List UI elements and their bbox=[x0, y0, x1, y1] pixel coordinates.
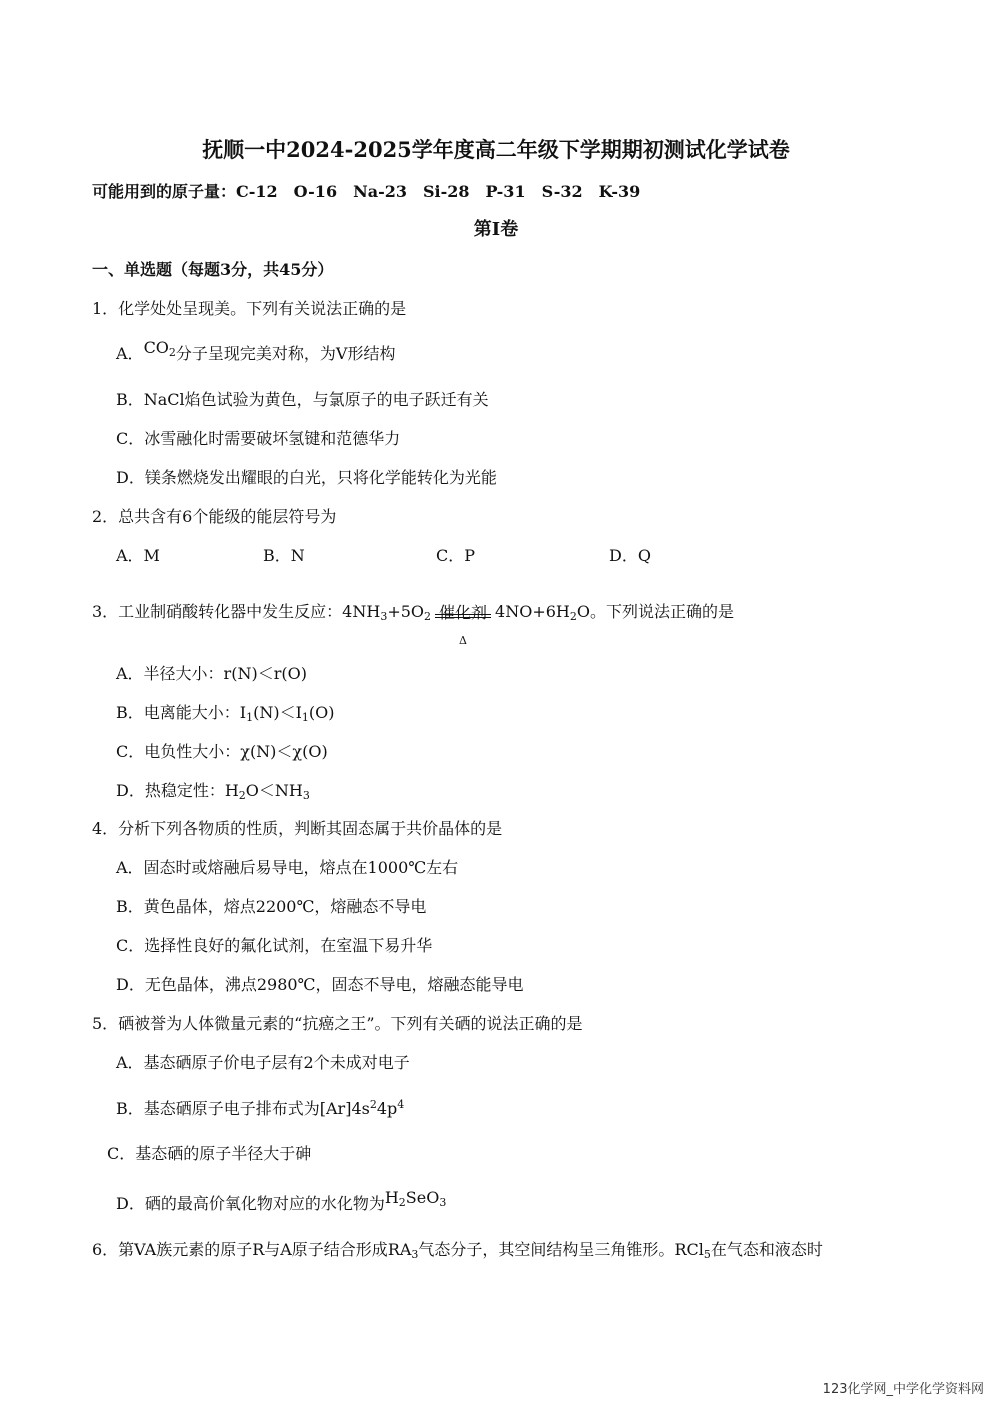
atomic-masses: 可能用到的原子量：C-12 O-16 Na-23 Si-28 P-31 S-32 K-39 bbox=[92, 182, 641, 201]
q4-stem: 4．分析下列各物质的性质，判断其固态属于共价晶体的是 bbox=[92, 819, 503, 838]
q2-option-a: A．M bbox=[116, 546, 160, 565]
q6-stem: 6．第VA族元素的原子R与A原子结合形成$RA_3$气态分子，其空间结构呈三角锥形。RCl$_5$在气态和液态时 bbox=[92, 1240, 823, 1261]
q4-option-c: C．选择性良好的氟化试剂，在室温下易升华 bbox=[116, 936, 433, 955]
q1-option-d: D．镁条燃烧发出耀眼的白光，只将化学能转化为光能 bbox=[116, 468, 497, 487]
q3-option-b: B．电离能大小：$I_1(N)<I_1(O)$ bbox=[116, 703, 335, 724]
q1-stem: 1．化学处处呈现美。下列有关说法正确的是 bbox=[92, 299, 407, 318]
q2-option-c: C．P bbox=[436, 546, 476, 565]
q2-option-b: B．N bbox=[263, 546, 305, 565]
q3-option-d: D．热稳定性：$H_2O<NH_3$ bbox=[116, 781, 310, 802]
q5-option-a: A．基态硒原子价电子层有2个未成对电子 bbox=[116, 1053, 410, 1072]
q3-option-c: C．电负性大小：χ(N)＜χ(O) bbox=[116, 742, 328, 761]
q5-option-c: C．基态硒的原子半径大于砷 bbox=[107, 1144, 312, 1163]
q3-stem: 3．工业制硝酸转化器中发生反应：$4NH_3+5O_2$ 催化剂 Δ $4NO+6H_2O$。下列说法正确的是 bbox=[92, 590, 734, 635]
q5-option-d: D．硒的最高价氧化物对应的水化物为$H_2SeO_3$ bbox=[116, 1188, 447, 1213]
q2-option-d: D．Q bbox=[609, 546, 651, 565]
section-title: 一、单选题（每题3分，共45分） bbox=[92, 260, 334, 279]
volume-title: 第Ⅰ卷 bbox=[473, 219, 519, 240]
q4-option-a: A．固态时或熔融后易导电，熔点在1000℃左右 bbox=[116, 858, 459, 877]
q2-stem: 2．总共含有6个能级的能层符号为 bbox=[92, 507, 337, 526]
watermark-footer: 123化学网_中学化学资料网 bbox=[822, 1382, 984, 1397]
q1-option-a: A．$CO_2$分子呈现完美对称，为V形结构 bbox=[116, 338, 396, 363]
q1-option-c: C．冰雪融化时需要破坏氢键和范德华力 bbox=[116, 429, 401, 448]
q5-option-b: B．基态硒原子电子排布式为$[Ar]4s^24p^4$ bbox=[116, 1098, 405, 1118]
reaction-condition: 催化剂 Δ bbox=[433, 591, 493, 635]
exam-title: 抚顺一中2024-2025学年度高二年级下学期期初测试化学试卷 bbox=[202, 137, 790, 162]
q5-stem: 5．硒被誉为人体微量元素的“抗癌之王”。下列有关硒的说法正确的是 bbox=[92, 1014, 583, 1033]
q4-option-b: B．黄色晶体，熔点2200℃，熔融态不导电 bbox=[116, 897, 427, 916]
q3-option-a: A．半径大小：r(N)＜r(O) bbox=[116, 664, 307, 683]
q1-option-b: B．NaCl焰色试验为黄色，与氯原子的电子跃迁有关 bbox=[116, 390, 489, 409]
q4-option-d: D．无色晶体，沸点2980℃，固态不导电，熔融态能导电 bbox=[116, 975, 524, 994]
